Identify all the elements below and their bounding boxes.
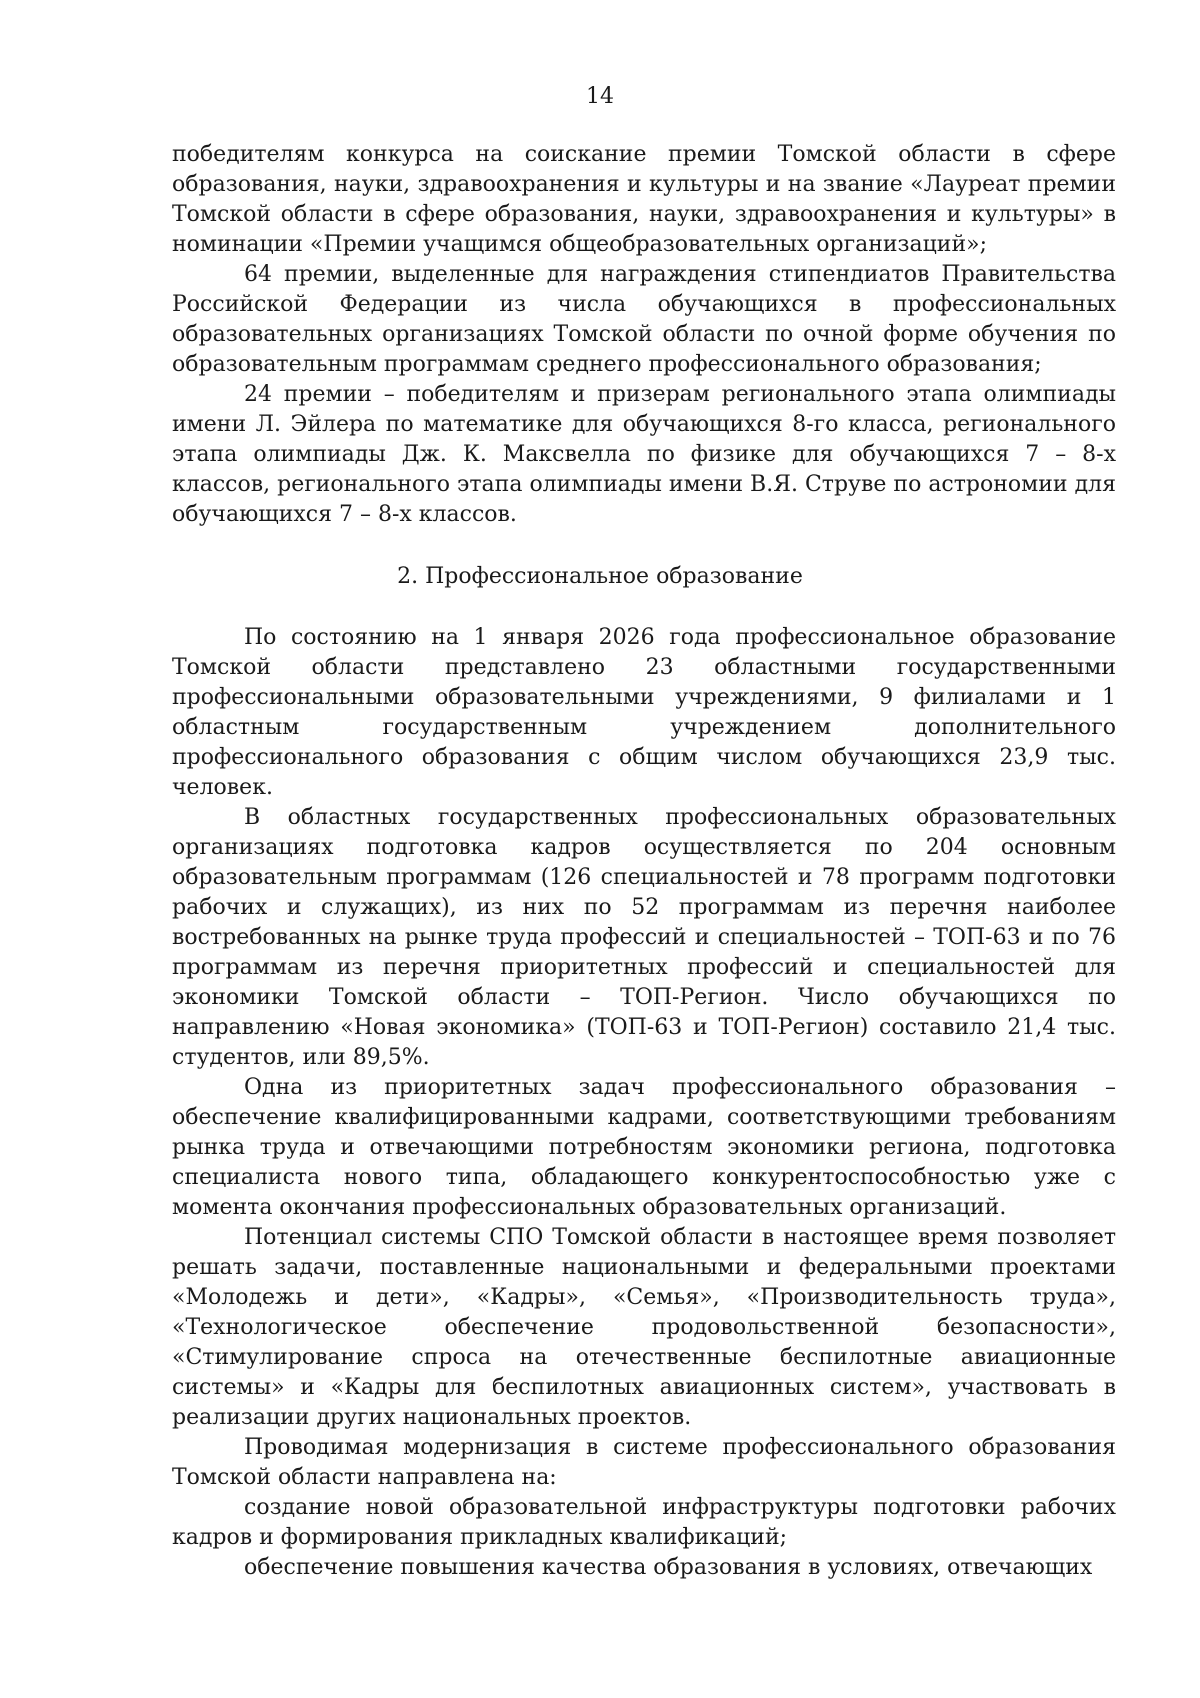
paragraph-laureate-prize: победителям конкурса на соискание премии Томской области в сфере образования, науки, здравоохранения и культуры и на звание «Лауреат премии Томской области в сфере образования, науки, здравоохранения и культуры» в номинации «Премии учащимся общеобразовательных организаций»;: [172, 142, 1116, 257]
paragraph-olympiad-prizes: 24 премии – победителям и призерам регионального этапа олимпиады имени Л. Эйлера по математике для обучающихся 8-го класса, регионального этапа олимпиады Дж. К. Максвелла по физике для обучающихся 7 – 8-х классов, регионального этапа олимпиады имени В.Я. Струве по астрономии для обучающихся 7 – 8-х классов.: [172, 382, 1116, 527]
top-text-block: [172, 140, 1116, 530]
paragraph-modernization-intro: Проводимая модернизация в системе профессионального образования Томской области направлена на:: [172, 1435, 1116, 1490]
paragraph-priority-task: Одна из приоритетных задач профессионального образования – обеспечение квалифицированными кадрами, соответствующими требованиям рынка труда и отвечающими потребностям экономики региона, подготовка специалиста нового типа, обладающего конкурентоспособностью уже с момента окончания профессиональных образовательных организаций.: [172, 1075, 1116, 1220]
section-heading: 2. Профессиональное образование: [397, 564, 803, 589]
paragraph-spo-potential: Потенциал системы СПО Томской области в настоящее время позволяет решать задачи, поставленные национальными и федеральными проектами «Молодежь и дети», «Кадры», «Семья», «Производительность труда», «Технологическое обеспечение продовольственной безопасности», «Стимулирование спроса на отечественные беспилотные авиационные системы» и «Кадры для беспилотных авиационных систем», участвовать в реализации других национальных проектов.: [172, 1225, 1116, 1430]
paragraph-training-programs: В областных государственных профессиональных образовательных организациях подготовка кадров осуществляется по 204 основным образовательным программам (126 специальностей и 78 программ подготовки рабочих и служащих), из них по 52 программам из перечня наиболее востребованных на рынке труда профессий и специальностей – ТОП-63 и по 76 программам из перечня приоритетных профессий и специальностей для экономики Томской области – ТОП-Регион. Число обучающихся по направлению «Новая экономика» (ТОП-63 и ТОП-Регион) составило 21,4 тыс. студентов, или 89,5%.: [172, 805, 1116, 1070]
page-number: 14: [586, 84, 614, 109]
section-text-block: [172, 623, 1116, 1583]
paragraph-institutions-overview: По состоянию на 1 января 2026 года профессиональное образование Томской области представлено 23 областными государственными профессиональными образовательными учреждениями, 9 филиалами и 1 областным государственным учреждением дополнительного профессионального образования с общим числом обучающихся 23,9 тыс. человек.: [172, 625, 1116, 800]
list-item-quality: обеспечение повышения качества образования в условиях, отвечающих: [244, 1555, 1093, 1580]
paragraph-government-scholarship: 64 премии, выделенные для награждения стипендиатов Правительства Российской Федерации из числа обучающихся в профессиональных образовательных организациях Томской области по очной форме обучения по образовательным программам среднего профессионального образования;: [172, 262, 1116, 377]
list-item-infrastructure: создание новой образовательной инфраструктуры подготовки рабочих кадров и формирования прикладных квалификаций;: [172, 1495, 1116, 1550]
